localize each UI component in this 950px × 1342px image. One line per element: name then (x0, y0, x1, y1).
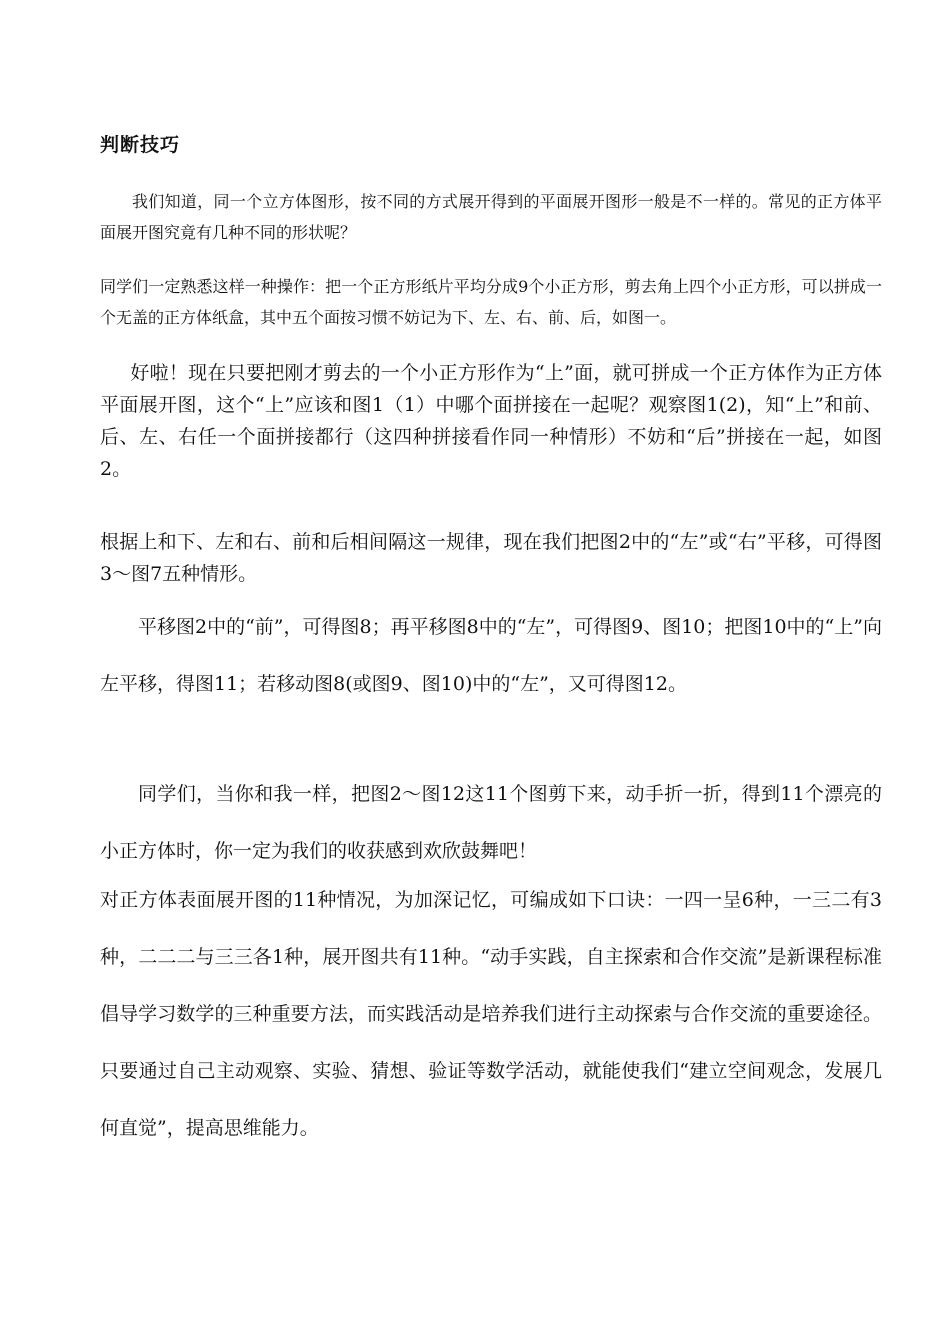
paragraph-cut-and-fold: 同学们，当你和我一样，把图2～图12这11个图剪下来，动手折一折，得到11个漂亮的小正方体时，你一定为我们的收获感到欢欣鼓舞吧！ (100, 783, 882, 862)
paragraph-intro: 我们知道，同一个立方体图形，按不同的方式展开得到的平面展开图形一般是不一样的。常见的正方体平面展开图究竟有几种不同的形状呢？ (100, 192, 882, 242)
paragraph-translation-rule: 根据上和下、左和右、前和后相间隔这一规律，现在我们把图2中的“左”或“右”平移，可得图3～图7五种情形。 (100, 531, 882, 585)
section-heading: 判断技巧 (100, 134, 181, 156)
paragraph-translation-steps: 平移图2中的“前”，可得图8；再平移图8中的“左”，可得图9、图10；把图10中的“上”向左平移，得图11；若移动图8(或图9、图10)中的“左”，又可得图12。 (100, 616, 882, 695)
paragraph-paper-box: 同学们一定熟悉这样一种操作：把一个正方形纸片平均分成9个小正方形，剪去角上四个小正方形，可以拼成一个无盖的正方体纸盒，其中五个面按习惯不妨记为下、左、右、前、后，如图一。 (100, 277, 882, 327)
paragraph-top-face: 好啦！现在只要把刚才剪去的一个小正方形作为“上”面，就可拼成一个正方体作为正方体平面展开图，这个“上”应该和图1（1）中哪个面拼接在一起呢？观察图1(2)，知“上”和前、后、左、右任一个面拼接都行（这四种拼接看作同一种情形）不妨和“后”拼接在一起，如图2。 (100, 362, 882, 480)
paragraph-mnemonic: 对正方体表面展开图的11种情况，为加深记忆，可编成如下口诀：一四一呈6种，一三二有3种，二二二与三三各1种，展开图共有11种。“动手实践，自主探索和合作交流”是新课程标准倡导学习数学的三种重要方法，而实践活动是培养我们进行主动探索与合作交流的重要途径。只要通过自己主动观察、实验、猜想、验证等数学活动，就能使我们“建立空间观念，发展几何直觉”，提高思维能力。 (100, 889, 882, 1139)
